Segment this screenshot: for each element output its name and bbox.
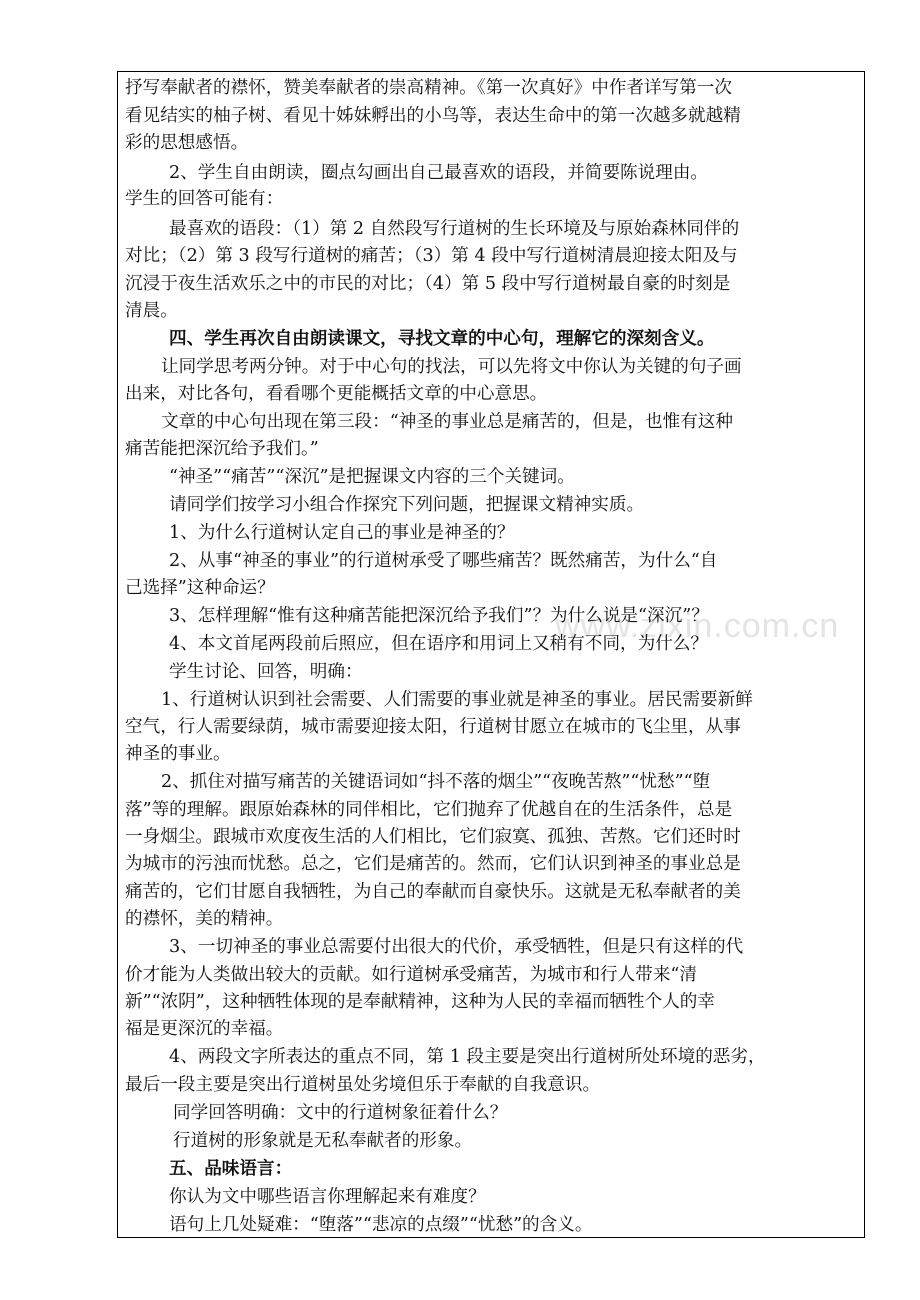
paragraph-line: 价才能为人类做出较大的贡献。如行道树承受痛苦，为城市和行人带来“清: [125, 965, 697, 985]
paragraph-line: “神圣”“痛苦”“深沉”是把握课文内容的三个关键词。: [169, 467, 575, 487]
paragraph-line: 沉浸于夜生活欢乐之中的市民的对比；（4）第 5 段中写行道树最自豪的时刻是: [125, 274, 731, 294]
paragraph-line: 痛苦的，它们甘愿自我牺牲，为自己的奉献而自豪快乐。这就是无私奉献者的美: [125, 882, 741, 902]
paragraph-line: 痛苦能把深沉给予我们。”: [125, 439, 319, 459]
paragraph-line: 3、一切神圣的事业总需要付出很大的代价，承受牺牲，但是只有这样的代: [169, 937, 744, 957]
paragraph-line: 同学回答明确：文中的行道树象征着什么？: [173, 1103, 508, 1123]
paragraph-line: 2、从事“神圣的事业”的行道树承受了哪些痛苦？既然痛苦，为什么“自: [169, 551, 718, 571]
paragraph-line: 福是更深沉的幸福。: [125, 1019, 284, 1039]
paragraph-line: 抒写奉献者的襟怀，赞美奉献者的崇高精神。《第一次真好》中作者详写第一次: [125, 78, 732, 98]
paragraph-line: 己选择”这种命运？: [125, 578, 275, 598]
paragraph-line: 空气，行人需要绿荫，城市需要迎接太阳，行道树甘愿立在城市的飞尘里，从事: [125, 717, 741, 737]
paragraph-line: 文章的中心句出现在第三段：“神圣的事业总是痛苦的，但是，也惟有这种: [161, 412, 733, 432]
paragraph-line: 请同学们按学习小组合作探究下列问题，把握课文精神实质。: [169, 495, 645, 515]
paragraph-line: 行道树的形象就是无私奉献者的形象。: [173, 1131, 473, 1151]
paragraph-line: 彩的思想感悟。: [125, 133, 249, 153]
paragraph-line: 看见结实的柚子树、看见十姊妹孵出的小鸟等，表达生命中的第一次越多就越精: [125, 106, 741, 126]
paragraph-line: 3、怎样理解“惟有这种痛苦能把深沉给予我们”？为什么说是“深沉”？: [169, 606, 709, 626]
paragraph-line: 1、为什么行道树认定自己的事业是神圣的？: [169, 523, 515, 543]
paragraph-line: 的襟怀，美的精神。: [125, 909, 284, 929]
section-heading: 五、品味语言：: [169, 1158, 293, 1179]
paragraph-line: 为城市的污浊而忧愁。总之，它们是痛苦的。然而，它们认识到神圣的事业总是: [125, 854, 741, 874]
paragraph-line: 清晨。: [125, 301, 178, 321]
section-heading: 四、学生再次自由朗读课文，寻找文章的中心句，理解它的深刻含义。: [169, 328, 715, 349]
paragraph-line: 落”等的理解。跟原始森林的同伴相比，它们抛弃了优越自在的生活条件，总是: [125, 800, 733, 820]
paragraph-line: 出来，对比各句，看看哪个更能概括文章的中心意思。: [125, 384, 548, 404]
paragraph-line: 4、本文首尾两段前后照应，但在语序和用词上又稍有不同，为什么？: [169, 634, 709, 654]
paragraph-line: 最喜欢的语段：（1）第 2 自然段写行道树的生长环境及与原始森林同伴的: [169, 219, 740, 239]
watermark: www.zixin.com.cn: [555, 607, 840, 645]
paragraph-line: 最后一段主要是突出行道树虽处劣境但乐于奉献的自我意识。: [125, 1075, 601, 1095]
paragraph-line: 你认为文中哪些语言你理解起来有难度？: [169, 1187, 486, 1207]
paragraph-line: 2、学生自由朗读，圈点勾画出自己最喜欢的语段，并简要陈说理由。: [169, 163, 709, 183]
paragraph-line: 神圣的事业。: [125, 744, 231, 764]
paragraph-line: 让同学思考两分钟。对于中心句的找法，可以先将文中你认为关键的句子画: [161, 357, 742, 377]
paragraph-line: 一身烟尘。跟城市欢度夜生活的人们相比，它们寂寞、孤独、苦熬。它们还时时: [125, 827, 741, 847]
paragraph-line: 学生讨论、回答，明确：: [169, 662, 363, 682]
paragraph-line: 2、抓住对描写痛苦的关键语词如“抖不落的烟尘”“夜晚苦熬”“忧愁”“堕: [161, 772, 711, 792]
paragraph-line: 1、行道树认识到社会需要、人们需要的事业就是神圣的事业。居民需要新鲜: [161, 690, 753, 710]
paragraph-line: 4、两段文字所表达的重点不同，第 1 段主要是突出行道树所处环境的恶劣，: [169, 1047, 766, 1067]
paragraph-line: 对比；（2）第 3 段写行道树的痛苦；（3）第 4 段中写行道树清晨迎接太阳及与: [125, 246, 738, 266]
paragraph-line: 新”“浓阴”，这种牺牲体现的是奉献精神，这种为人民的幸福而牺牲个人的幸: [125, 992, 715, 1012]
paragraph-line: 学生的回答可能有：: [125, 189, 284, 209]
paragraph-line: 语句上几处疑难：“堕落”“悲凉的点缀”“忧愁”的含义。: [169, 1215, 593, 1235]
